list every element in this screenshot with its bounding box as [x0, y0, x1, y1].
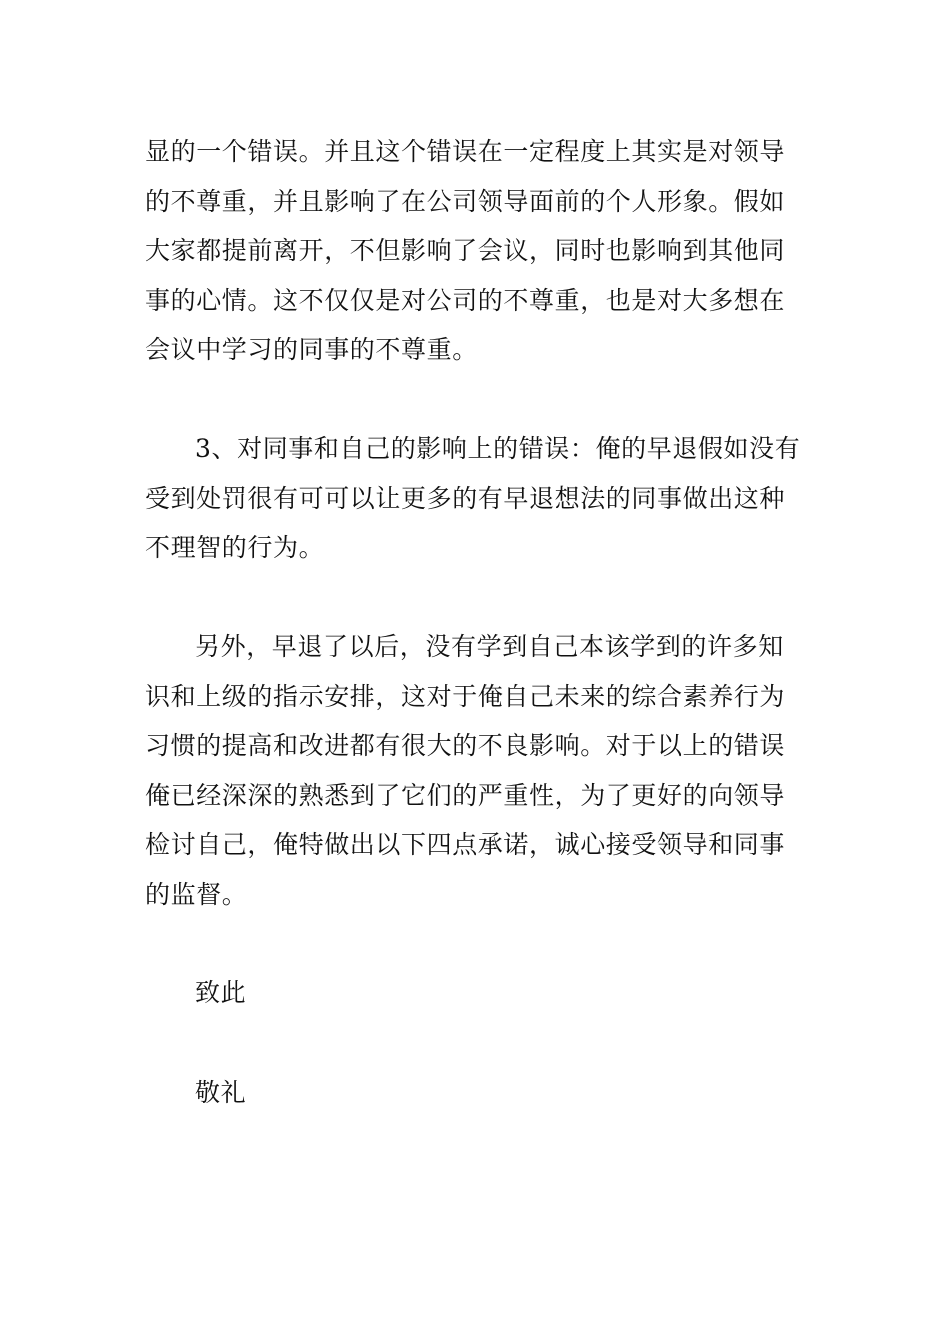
- paragraph-line: 显的一个错误。并且这个错误在一定程度上其实是对领导: [145, 137, 786, 166]
- paragraph-2: [145, 424, 810, 573]
- paragraph-line: 不理智的行为。: [145, 533, 325, 562]
- paragraph-line: 3、对同事和自己的影响上的错误：俺的早退假如没有: [195, 434, 801, 463]
- paragraph-line: 大家都提前离开，不但影响了会议，同时也影响到其他同: [145, 236, 786, 265]
- paragraph-line: 识和上级的指示安排，这对于俺自己未来的综合素养行为: [145, 681, 786, 711]
- closing-line: 敬礼: [195, 1078, 247, 1107]
- paragraph-line: 受到处罚很有可可以让更多的有早退想法的同事做出这种: [145, 483, 786, 513]
- paragraph-line: 检讨自己，俺特做出以下四点承诺，诚心接受领导和同事: [145, 830, 786, 859]
- paragraph-line: 的不尊重，并且影响了在公司领导面前的个人形象。假如: [145, 186, 786, 216]
- paragraph-line: 会议中学习的同事的不尊重。: [145, 335, 478, 364]
- closing-salutation: [145, 968, 810, 1018]
- closing-regards: [145, 1068, 810, 1118]
- paragraph-line: 的监督。: [145, 879, 248, 909]
- paragraph-1: [145, 127, 810, 375]
- paragraph-line: 习惯的提高和改进都有很大的不良影响。对于以上的错误: [145, 731, 786, 760]
- closing-line: 致此: [195, 978, 247, 1007]
- paragraph-line: 事的心情。这不仅仅是对公司的不尊重，也是对大多想在: [145, 285, 786, 315]
- paragraph-3: [145, 622, 810, 919]
- paragraph-line: 另外，早退了以后，没有学到自己本该学到的许多知: [195, 632, 784, 661]
- paragraph-line: 俺已经深深的熟悉到了它们的严重性，为了更好的向领导: [145, 780, 786, 810]
